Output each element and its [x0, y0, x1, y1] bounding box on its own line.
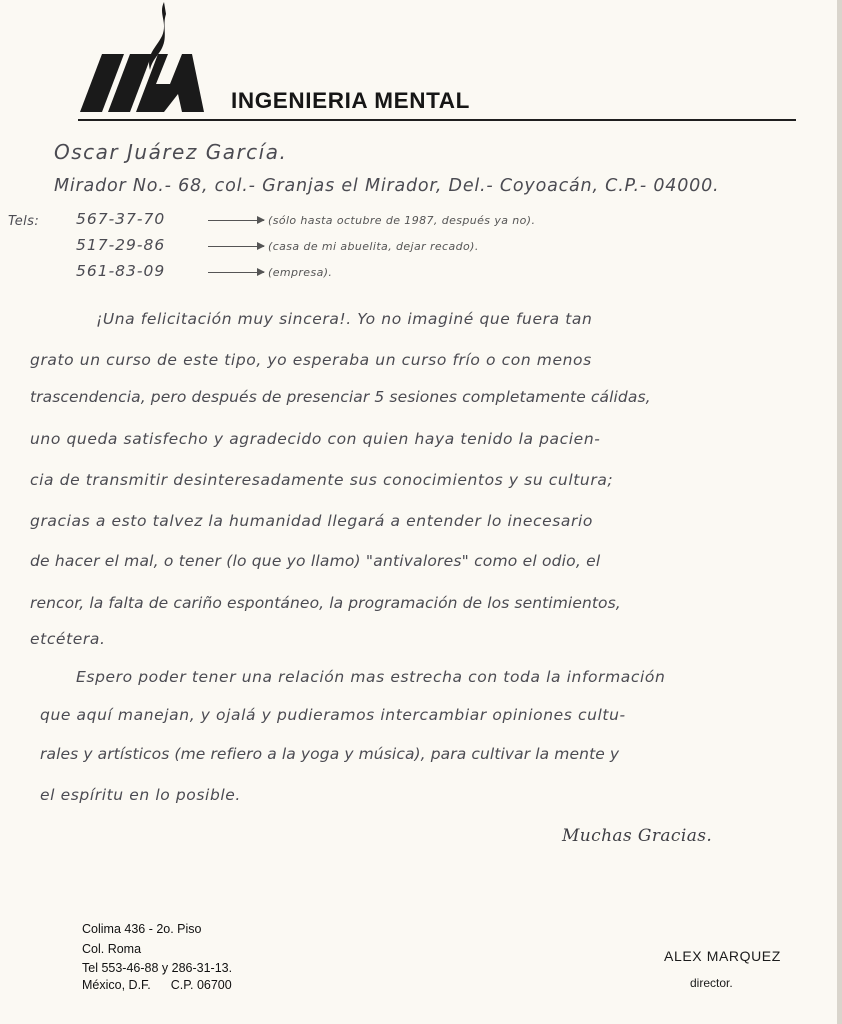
sender-name: Oscar Juárez García.	[54, 140, 288, 164]
letter-line: rencor, la falta de cariño espontáneo, la programación de los sentimientos,	[30, 594, 621, 612]
letter-line: que aquí manejan, y ojalá y pudieramos intercambiar opiniones cultu-	[40, 706, 626, 724]
director-name: ALEX MARQUEZ	[664, 948, 781, 964]
arrow-icon	[208, 272, 264, 273]
phone-number: 517-29-86	[76, 236, 166, 254]
footer-phone: Tel 553-46-88 y 286-31-13.	[82, 961, 233, 975]
arrow-icon	[208, 220, 264, 221]
footer-city-line	[82, 978, 232, 992]
sender-address: Mirador No.- 68, col.- Granjas el Mirador, Del.- Coyoacán, C.P.- 04000.	[54, 176, 720, 196]
ingenieria-mental-logo	[78, 0, 208, 116]
letter-line: el espíritu en lo posible.	[40, 786, 241, 804]
footer-postal-code: C.P. 06700	[170, 978, 232, 992]
letter-line: grato un curso de este tipo, yo esperaba un curso frío o con menos	[30, 351, 592, 369]
page-edge	[837, 0, 842, 1024]
letter-line: de hacer el mal, o tener (lo que yo llamo) "antivalores" como el odio, el	[30, 552, 601, 570]
letter-line: cia de transmitir desinteresadamente sus conocimientos y su cultura;	[30, 471, 614, 489]
letter-line: uno queda satisfecho y agradecido con quien haya tenido la pacien-	[30, 430, 601, 448]
tel-label: Tels:	[8, 214, 40, 229]
phone-note: (casa de mi abuelita, dejar recado).	[268, 240, 479, 253]
phone-number: 561-83-09	[76, 262, 166, 280]
letter-line: ¡Una felicitación muy sincera!. Yo no imaginé que fuera tan	[96, 310, 593, 328]
letter-line: rales y artísticos (me refiero a la yoga y música), para cultivar la mente y	[40, 745, 620, 763]
letter-line: gracias a esto talvez la humanidad llegará a entender lo inecesario	[30, 512, 593, 530]
letter-line: Espero poder tener una relación mas estrecha con toda la información	[76, 668, 666, 686]
letterhead-rule	[78, 119, 796, 121]
company-name: INGENIERIA MENTAL	[231, 88, 470, 113]
phone-note: (empresa).	[268, 266, 333, 279]
footer-address-line1: Colima 436 - 2o. Piso	[82, 922, 202, 936]
director-title: director.	[690, 976, 733, 990]
arrow-icon	[208, 246, 264, 247]
letter-line: etcétera.	[30, 630, 106, 648]
signature: Muchas Gracias.	[562, 826, 713, 846]
footer-address-line2: Col. Roma	[82, 942, 142, 956]
footer-city: México, D.F.	[82, 978, 151, 992]
letter-line: trascendencia, pero después de presenciar 5 sesiones completamente cálidas,	[30, 388, 651, 406]
phone-note: (sólo hasta octubre de 1987, después ya no).	[268, 214, 536, 227]
phone-number: 567-37-70	[76, 210, 166, 228]
